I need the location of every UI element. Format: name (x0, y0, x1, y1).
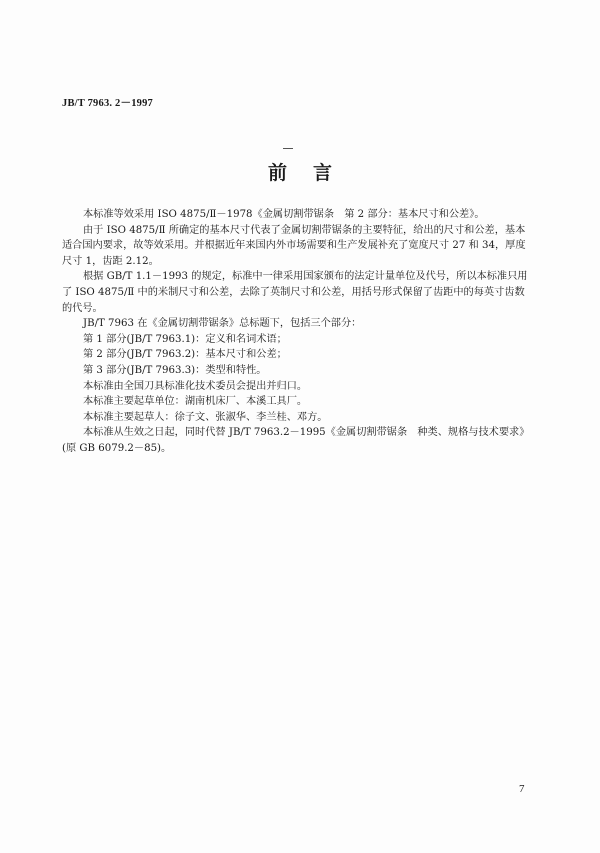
foreword-heading: 前言 (267, 162, 358, 184)
foreword-paragraph (62, 394, 535, 410)
scan-mark (283, 148, 293, 149)
paragraph-line: (原 GB 6079.2－85)。 (62, 442, 172, 454)
foreword-paragraph (62, 223, 535, 270)
foreword-paragraph (62, 425, 535, 456)
foreword-body (62, 207, 535, 457)
foreword-paragraph (62, 363, 535, 379)
paragraph-line: 了 ISO 4875/Ⅱ 中的米制尺寸和公差，去除了英制尺寸和公差，用括号形式保留了齿距中的每英寸齿数 (62, 286, 525, 298)
foreword-paragraph (62, 332, 535, 348)
foreword-paragraph (62, 347, 535, 363)
paragraph-line: 根据 GB/T 1.1－1993 的规定，标准中一律采用国家颁布的法定计量单位及代号，所以本标准只用 (83, 271, 528, 283)
paragraph-line: 适合国内要求，故等效采用。并根据近年来国内外市场需要和生产发展补充了宽度尺寸 27 和 34，厚度 (62, 240, 526, 252)
paragraph-line: 本标准等效采用 ISO 4875/Ⅱ－1978《金属切割带锯条 第 2 部分：基本尺寸和公差》。 (83, 209, 485, 220)
paragraph-line: 尺寸 1，齿距 2.12。 (62, 255, 159, 267)
paragraph-line: 第 3 部分(JB/T 7963.3)：类型和特性。 (83, 364, 267, 376)
paragraph-line: 的代号。 (62, 302, 103, 314)
foreword-paragraph (62, 269, 535, 316)
paragraph-line: JB/T 7963 在《金属切割带锯条》总标题下，包括三个部分： (83, 318, 362, 330)
paragraph-line: 本标准由全国刀具标准化技术委员会提出并归口。 (83, 380, 308, 392)
foreword-paragraph (62, 207, 535, 223)
paragraph-line: 本标准主要起草人：徐子文、张淑华、李兰桂、邓方。 (83, 411, 328, 423)
paragraph-line: 由于 ISO 4875/Ⅱ 所确定的基本尺寸代表了金属切割带锯条的主要特征，给出的尺寸和公差，基本 (83, 224, 526, 236)
foreword-paragraph (62, 410, 535, 426)
paragraph-line: 第 2 部分(JB/T 7963.2)：基本尺寸和公差； (83, 349, 287, 361)
foreword-paragraph (62, 316, 535, 332)
foreword-paragraph (62, 379, 535, 395)
paragraph-line: 本标准主要起草单位：湖南机床厂、本溪工具厂。 (83, 396, 308, 408)
paragraph-line: 第 1 部分(JB/T 7963.1)：定义和名词术语； (83, 333, 287, 345)
page-number: 7 (519, 783, 525, 795)
standard-number: JB/T 7963. 2－1997 (62, 98, 154, 109)
paragraph-line: 本标准从生效之日起，同时代替 JB/T 7963.2－1995《金属切割带锯条 种类、规格与技术要求》 (83, 427, 530, 439)
